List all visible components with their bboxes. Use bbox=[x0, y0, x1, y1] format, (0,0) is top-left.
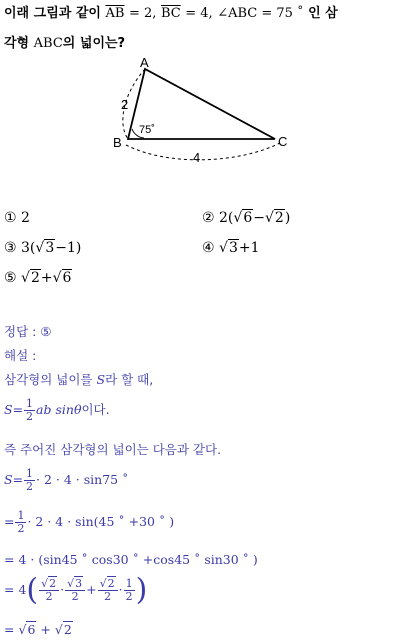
radicand: 3 bbox=[45, 240, 55, 256]
radicand: 2 bbox=[274, 210, 284, 226]
angle-abc: ∠ABC = 75 ˚ bbox=[217, 6, 304, 21]
radicand: 2 bbox=[30, 270, 40, 286]
choice-text: + bbox=[40, 270, 53, 286]
choice-text: +1 bbox=[238, 240, 260, 256]
explanation-text: 라 할 때, bbox=[105, 372, 154, 387]
choice-2[interactable]: ② 2(√6−√2) bbox=[202, 210, 291, 226]
question-text: 의 넓이는? bbox=[62, 36, 126, 51]
radicand: 6 bbox=[243, 210, 253, 226]
radicand: 6 bbox=[27, 622, 36, 637]
choice-number: ⑤ bbox=[4, 270, 17, 286]
question-text: 이래 그림과 같이 bbox=[4, 6, 101, 21]
formula-rhs: ab sinθ bbox=[36, 402, 82, 417]
choice-number: ③ bbox=[4, 240, 17, 256]
formula-step-3: = 4 · (sin45 ˚ cos30 ˚ +cos45 ˚ sin30 ˚ ) bbox=[4, 552, 258, 567]
formula-step-4: = 4( $\frac{√2}{2}$ · $\frac{√3}{2}$ + $\frac{√2}{2}$ · $\frac{1}{2}$ ) bbox=[4, 572, 148, 608]
explanation-label: 해설 : bbox=[4, 348, 37, 363]
formula-step-2 bbox=[4, 510, 174, 535]
plus-operator: + bbox=[86, 582, 97, 597]
numerator: 1 bbox=[125, 577, 133, 590]
choice-3[interactable]: ③ 3(√3−1) bbox=[4, 240, 82, 256]
triangle-name: ABC bbox=[33, 36, 63, 51]
radicand: 2 bbox=[63, 622, 72, 637]
choice-text: 3( bbox=[21, 240, 36, 256]
choice-5[interactable]: ⑤ √2+√6 bbox=[4, 270, 72, 286]
denominator: 2 bbox=[17, 522, 25, 535]
variable-s: S bbox=[96, 372, 106, 387]
formula-rhs: · 2 · 4 · sin75 ˚ bbox=[36, 472, 129, 487]
denominator: 2 bbox=[125, 590, 133, 603]
radicand: 3 bbox=[75, 577, 83, 590]
choice-1[interactable] bbox=[4, 210, 30, 226]
denominator: 2 bbox=[71, 590, 79, 603]
ab-value: = 2, bbox=[128, 6, 157, 21]
arc-bc bbox=[126, 143, 280, 160]
question-text: 인 삼 bbox=[308, 6, 338, 21]
radicand: 2 bbox=[49, 577, 57, 590]
label-c: C bbox=[278, 134, 288, 149]
choice-4[interactable]: ④ √3+1 bbox=[202, 240, 260, 256]
choice-number: ④ bbox=[202, 240, 215, 256]
question-text: 각형 bbox=[4, 36, 30, 51]
question-line-1 bbox=[4, 2, 338, 21]
bc-value: = 4, bbox=[185, 6, 213, 21]
numerator: 1 bbox=[26, 397, 34, 410]
choice-text: ) bbox=[75, 240, 82, 256]
formula-lhs: S= bbox=[4, 472, 24, 487]
dot-operator: · bbox=[60, 582, 65, 597]
choice-text: 2 bbox=[21, 210, 30, 226]
segment-ab: $\overline{AB}$ bbox=[105, 6, 125, 21]
choice-text: −1 bbox=[55, 240, 76, 256]
explanation-text: 삼각형의 넓이를 bbox=[4, 372, 93, 387]
formula-result: = √6 + √2 bbox=[4, 622, 72, 637]
denominator: 2 bbox=[45, 590, 53, 603]
segment-bc: $\overline{BC}$ bbox=[160, 6, 181, 21]
equals-sign: = bbox=[4, 514, 15, 529]
denominator: 2 bbox=[104, 590, 112, 603]
choice-number: ② bbox=[202, 210, 215, 226]
explanation-line-1 bbox=[4, 370, 153, 388]
label-ab-length: 2 bbox=[121, 97, 129, 112]
formula-area bbox=[4, 398, 110, 423]
numerator: 1 bbox=[17, 509, 25, 522]
choice-text: 2( bbox=[219, 210, 234, 226]
triangle-figure bbox=[100, 55, 300, 170]
numerator: 1 bbox=[26, 467, 34, 480]
label-bc-length: 4 bbox=[193, 150, 201, 165]
answer-label: 정답 : ⑤ bbox=[4, 324, 52, 339]
explanation-text: 이다. bbox=[81, 402, 110, 417]
label-a: A bbox=[140, 55, 149, 70]
radicand: 3 bbox=[228, 240, 238, 256]
choice-number: ① bbox=[4, 210, 17, 226]
equals-sign: = bbox=[4, 622, 15, 637]
formula-step-1 bbox=[4, 468, 128, 493]
plus-operator: + bbox=[40, 622, 51, 637]
label-angle: 75˚ bbox=[139, 124, 155, 136]
formula-rhs: · 2 · 4 · sin(45 ˚ +30 ˚ ) bbox=[27, 514, 175, 529]
explanation-line-2: 즉 주어진 삼각형의 넓이는 다음과 같다. bbox=[4, 442, 222, 457]
denominator: 2 bbox=[26, 410, 34, 423]
label-b: B bbox=[113, 135, 122, 150]
choice-text: − bbox=[253, 210, 265, 226]
radicand: 2 bbox=[107, 577, 115, 590]
denominator: 2 bbox=[26, 480, 34, 493]
formula-lhs: S= bbox=[4, 402, 24, 417]
choice-text: ) bbox=[284, 210, 291, 226]
dot-operator: · bbox=[118, 582, 123, 597]
radicand: 6 bbox=[62, 270, 72, 286]
question-line-2 bbox=[4, 32, 125, 51]
formula-lhs: = 4 bbox=[4, 582, 27, 597]
